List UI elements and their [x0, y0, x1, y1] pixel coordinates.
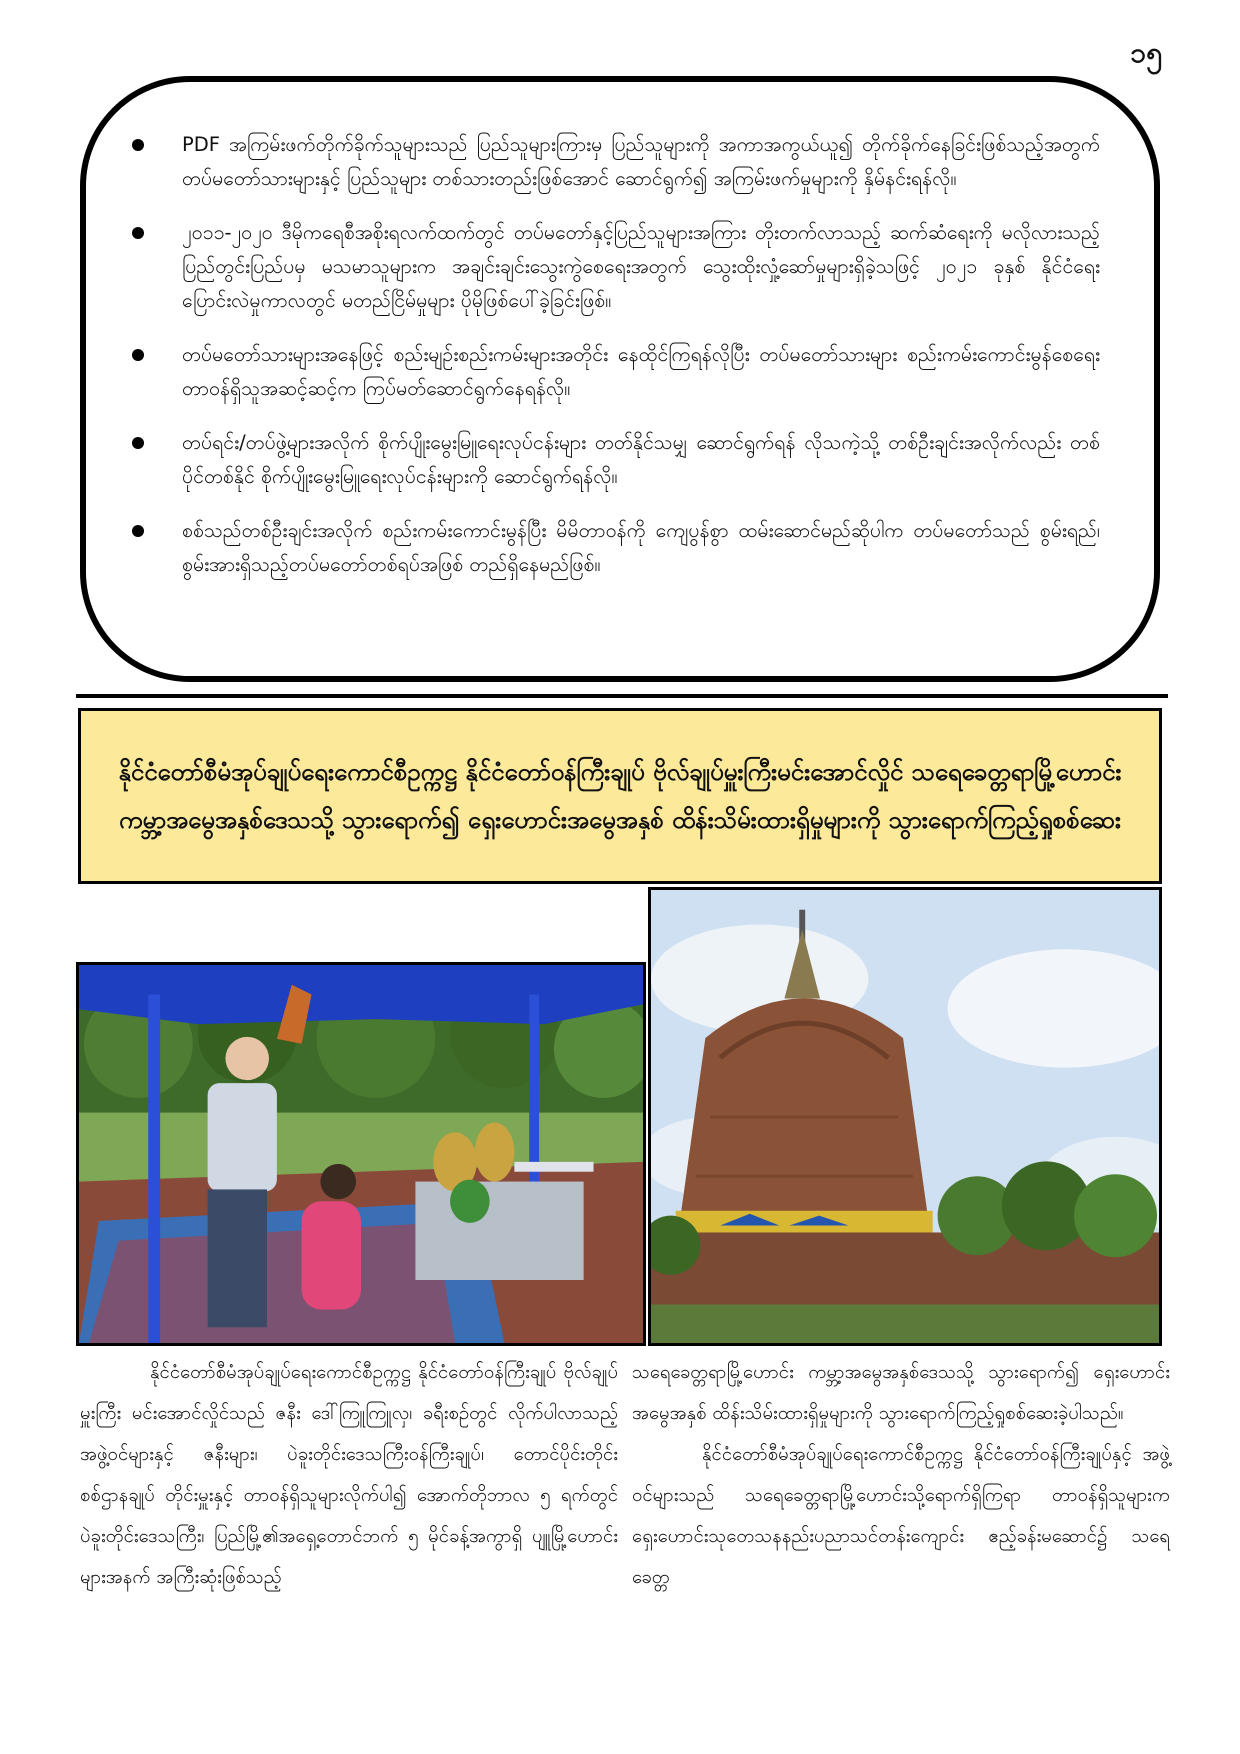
article-body-left-column [80, 1352, 618, 1598]
list-item [156, 514, 1100, 582]
list-item [156, 338, 1100, 406]
list-item [156, 216, 1100, 318]
bullet-icon [132, 139, 144, 151]
bullet-icon [132, 437, 144, 449]
paragraph: သရေခေတ္တရာမြို့ဟောင်း ကမ္ဘာ့အမွေအနှစ်ဒေသသို့ သွားရောက်၍ ရှေးဟောင်းအမွေအနှစ် ထိန်းသိမ်းထားရှိမှုများကို သွားရောက်ကြည့်ရှုစစ်ဆေးခဲ့ပါသည်။ [632, 1362, 1170, 1424]
bullet-icon [132, 525, 144, 537]
bullet-icon [132, 227, 144, 239]
paragraph: နိုင်ငံတော်စီမံအုပ်ချုပ်ရေးကောင်စီဥက္ကဋ္ဌ နိုင်ငံတော်ဝန်ကြီးချုပ်နှင့် အဖွဲ့ဝင်များသည် သရေခေတ္တရာမြို့ဟောင်းသို့ရောက်ရှိကြရာ တာဝန်ရှိသူများက ရှေးဟောင်းသုတေသနနည်းပညာသင်တန်းကျောင်း ဧည့်ခန်းမဆောင်၌ သရေခေတ္တ [632, 1444, 1170, 1588]
article-body-right-column [632, 1352, 1170, 1598]
ceremony-photo-illustration [79, 965, 643, 1343]
headline-box [78, 708, 1162, 884]
list-item-text: တပ်ရင်း/တပ်ဖွဲ့များအလိုက် စိုက်ပျိုးမွေးမြူရေးလုပ်ငန်းများ တတ်နိုင်သမျှ ဆောင်ရွက်ရန် လိုသကဲ့သို့ တစ်ဦးချင်းအလိုက်လည်း တစ်ပိုင်တစ်နိုင် စိုက်ပျိုးမွေးမြူရေးလုပ်ငန်းများကို ဆောင်ရွက်ရန်လို။ [182, 431, 1100, 488]
stupa-photo [648, 887, 1162, 1346]
list-item-text: PDF အကြမ်းဖက်တိုက်ခိုက်သူများသည် ပြည်သူများကြားမှ ပြည်သူများကို အကာအကွယ်ယူ၍ တိုက်ခိုက်နေခြင်းဖြစ်သည့်အတွက် တပ်မတော်သားများနှင့် ပြည်သူများ တစ်သားတည်းဖြစ်အောင် ဆောင်ရွက်၍ အကြမ်းဖက်မှုများကို နှိမ်နင်းရန်လို။ [182, 133, 1100, 190]
list-item [156, 128, 1100, 196]
article-headline: နိုင်ငံတော်စီမံအုပ်ချုပ်ရေးကောင်စီဥက္ကဋ္ဌ နိုင်ငံတော်ဝန်ကြီးချုပ် ဗိုလ်ချုပ်မှူးကြီးမင်းအောင်လှိုင် သရေခေတ္တရာမြို့ဟောင်း ကမ္ဘာ့အမွေအနှစ်ဒေသသို့ သွားရောက်၍ ရှေးဟောင်းအမွေအနှစ် ထိန်းသိမ်းထားရှိမှုများကို သွားရောက်ကြည့်ရှုစစ်ဆေး [118, 758, 1122, 834]
ceremony-photo [76, 962, 646, 1346]
section-divider [76, 694, 1168, 698]
list-item-text: စစ်သည်တစ်ဦးချင်းအလိုက် စည်းကမ်းကောင်းမွန်ပြီး မိမိတာဝန်ကို ကျေပွန်စွာ ထမ်းဆောင်မည်ဆိုပါက တပ်မတော်သည် စွမ်းရည်၊ စွမ်းအားရှိသည့်တပ်မတော်တစ်ရပ်အဖြစ် တည်ရှိနေမည်ဖြစ်။ [182, 519, 1100, 576]
key-points-list [156, 128, 1100, 582]
key-points-box [80, 76, 1160, 682]
list-item-text: တပ်မတော်သားများအနေဖြင့် စည်းမျဉ်းစည်းကမ်းများအတိုင်း နေထိုင်ကြရန်လိုပြီး တပ်မတော်သားများ စည်းကမ်းကောင်းမွန်စေရေး တာဝန်ရှိသူအဆင့်ဆင့်က ကြပ်မတ်ဆောင်ရွက်နေရန်လို။ [182, 343, 1100, 400]
bullet-icon [132, 349, 144, 361]
stupa-photo-illustration [651, 890, 1159, 1343]
list-item-text: ၂၀၁၁-၂၀၂၀ ဒီမိုကရေစီအစိုးရလက်ထက်တွင် တပ်မတော်နှင့်ပြည်သူများအကြား တိုးတက်လာသည့် ဆက်ဆံရေးကို မလိုလားသည့် ပြည်တွင်းပြည်ပမှ မသမာသူများက အချင်းချင်းသွေးကွဲစေရေးအတွက် သွေးထိုးလှုံ့ဆော်မှုများရှိခဲ့သဖြင့် ၂၀၂၁ ခုနှစ် နိုင်ငံရေး ပြောင်းလဲမှုကာလတွင် မတည်ငြိမ်မှုများ ပိုမိုဖြစ်ပေါ်ခဲ့ခြင်းဖြစ်။ [182, 221, 1100, 312]
list-item [156, 426, 1100, 494]
page-number: ၁၅ [1130, 36, 1162, 69]
paragraph: နိုင်ငံတော်စီမံအုပ်ချုပ်ရေးကောင်စီဥက္ကဋ္ဌ နိုင်ငံတော်ဝန်ကြီးချုပ် ဗိုလ်ချုပ်မှူးကြီး မင်းအောင်လှိုင်သည် ဇနီး ဒေါ်ကြူကြူလှ၊ ခရီးစဉ်တွင် လိုက်ပါလာသည့် အဖွဲ့ဝင်များနှင့် ဇနီးများ၊ ပဲခူးတိုင်းဒေသကြီးဝန်ကြီးချုပ်၊ တောင်ပိုင်းတိုင်းစစ်ဌာနချုပ် တိုင်းမှူးနှင့် တာဝန်ရှိသူများလိုက်ပါ၍ အောက်တိုဘာလ ၅ ရက်တွင် ပဲခူးတိုင်းဒေသကြီး၊ ပြည်မြို့၏အရှေ့တောင်ဘက် ၅ မိုင်ခန့်အကွာရှိ ပျူမြို့ဟောင်းများအနက် အကြီးဆုံးဖြစ်သည့် [80, 1362, 618, 1588]
